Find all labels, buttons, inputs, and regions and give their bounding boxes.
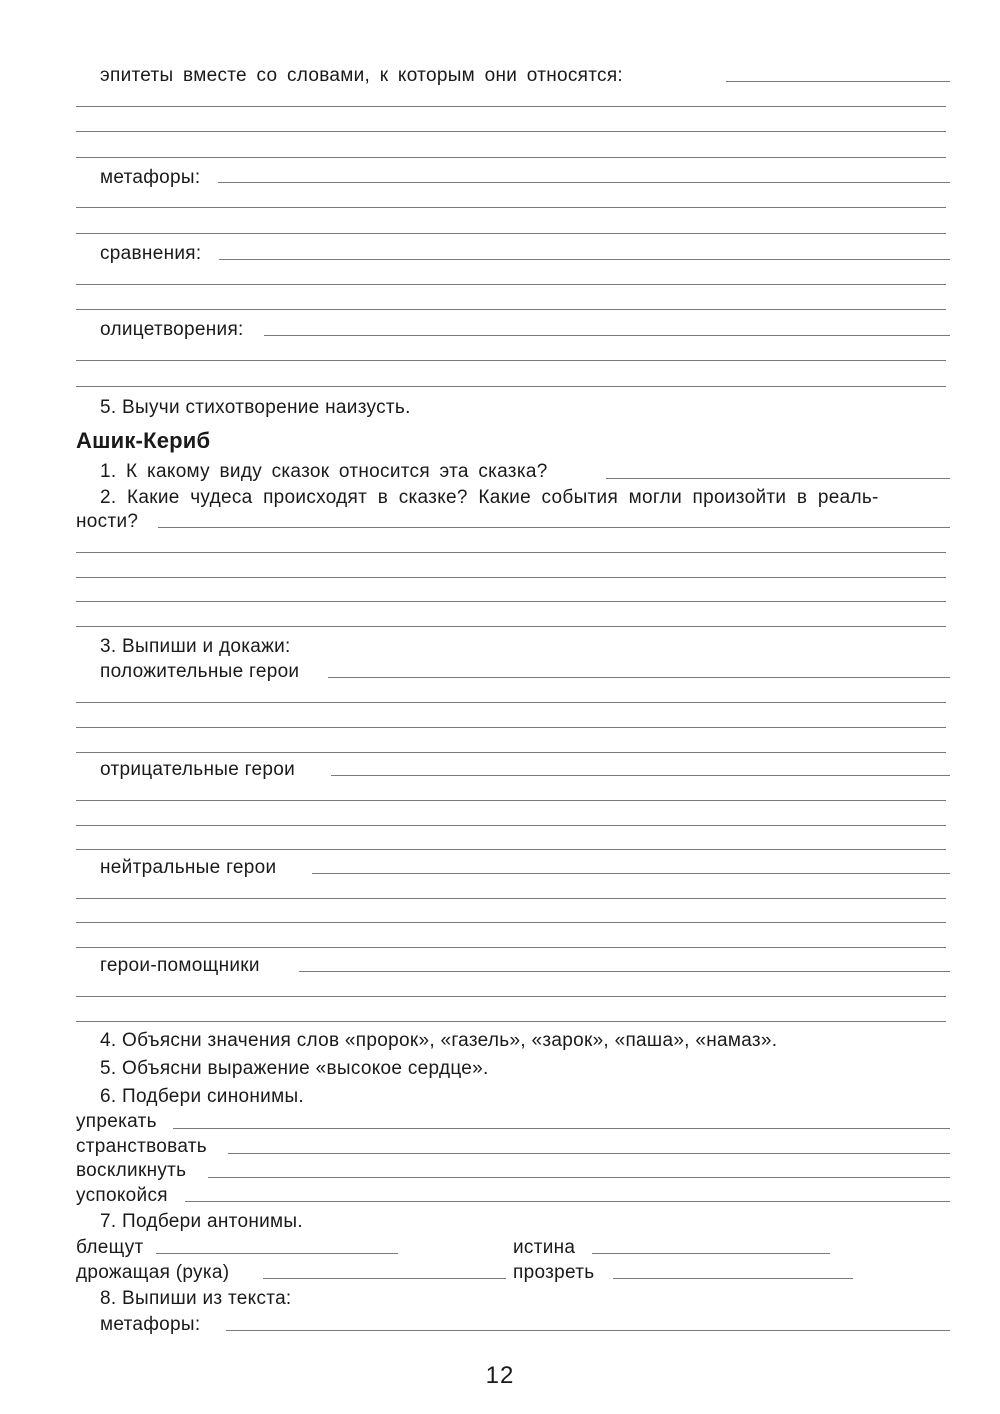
page-number: 12 <box>485 1362 515 1389</box>
answer-line[interactable] <box>228 1153 950 1154</box>
answer-line[interactable] <box>208 1177 950 1178</box>
personifications-label: олицетворения: <box>100 319 244 340</box>
answer-line[interactable] <box>76 752 946 753</box>
answer-line[interactable] <box>219 259 950 260</box>
answer-line[interactable] <box>726 81 950 82</box>
metaphors-label: метафоры: <box>100 167 201 188</box>
question-3: 3. Выпиши и докажи: <box>100 636 291 657</box>
answer-line[interactable] <box>158 527 950 528</box>
answer-line[interactable] <box>76 577 946 578</box>
positive-heroes-label: положительные герои <box>100 661 300 682</box>
synonym-word: странствовать <box>76 1136 208 1157</box>
answer-line[interactable] <box>76 898 946 899</box>
answer-line[interactable] <box>76 922 946 923</box>
answer-line[interactable] <box>299 971 950 972</box>
answer-line[interactable] <box>76 1021 946 1022</box>
antonym-word: блещут <box>76 1237 144 1258</box>
question-8: 8. Выпиши из текста: <box>100 1288 292 1309</box>
answer-line[interactable] <box>328 677 950 678</box>
question-6: 6. Подбери синонимы. <box>100 1086 304 1107</box>
answer-line[interactable] <box>76 157 946 158</box>
answer-line[interactable] <box>218 182 950 183</box>
comparisons-label: сравнения: <box>100 243 202 264</box>
epithets-label: эпитеты вместе со словами, к которым они относятся: <box>100 65 624 86</box>
answer-line[interactable] <box>76 702 946 703</box>
question-1: 1. К какому виду сказок относится эта сказка? <box>100 461 548 482</box>
answer-line[interactable] <box>592 1253 830 1254</box>
answer-line[interactable] <box>156 1253 398 1254</box>
answer-line[interactable] <box>613 1278 853 1279</box>
answer-line[interactable] <box>76 131 946 132</box>
answer-line[interactable] <box>226 1330 950 1331</box>
answer-line[interactable] <box>606 478 950 479</box>
q8-metaphors-label: метафоры: <box>100 1314 201 1335</box>
answer-line[interactable] <box>76 284 946 285</box>
synonym-word: упрекать <box>76 1111 157 1132</box>
question-2-line-1: 2. Какие чудеса происходят в сказке? Какие события могли произойти в реаль- <box>100 487 879 508</box>
answer-line[interactable] <box>76 309 946 310</box>
helper-heroes-label: герои-помощники <box>100 955 260 976</box>
question-4: 4. Объясни значения слов «пророк», «газель», «зарок», «паша», «намаз». <box>100 1030 778 1051</box>
answer-line[interactable] <box>76 106 946 107</box>
answer-line[interactable] <box>76 947 946 948</box>
answer-line[interactable] <box>76 552 946 553</box>
answer-line[interactable] <box>76 601 946 602</box>
neutral-heroes-label: нейтральные герои <box>100 857 277 878</box>
section-title: Ашик-Кериб <box>76 428 211 453</box>
negative-heroes-label: отрицательные герои <box>100 759 295 780</box>
answer-line[interactable] <box>76 386 946 387</box>
synonym-word: воскликнуть <box>76 1160 187 1181</box>
antonym-word: истина <box>513 1237 576 1258</box>
question-5: 5. Объясни выражение «высокое сердце». <box>100 1058 489 1079</box>
question-7: 7. Подбери антонимы. <box>100 1211 303 1232</box>
answer-line[interactable] <box>264 335 950 336</box>
answer-line[interactable] <box>76 233 946 234</box>
answer-line[interactable] <box>76 207 946 208</box>
answer-line[interactable] <box>76 800 946 801</box>
antonym-word: прозреть <box>513 1262 595 1283</box>
answer-line[interactable] <box>76 996 946 997</box>
answer-line[interactable] <box>185 1201 950 1202</box>
synonym-word: успокойся <box>76 1185 168 1206</box>
answer-line[interactable] <box>76 849 946 850</box>
antonym-word: дрожащая (рука) <box>76 1262 230 1283</box>
question-2-line-2: ности? <box>76 511 139 532</box>
answer-line[interactable] <box>76 825 946 826</box>
task-5: 5. Выучи стихотворение наизусть. <box>100 397 411 418</box>
answer-line[interactable] <box>76 360 946 361</box>
answer-line[interactable] <box>263 1278 506 1279</box>
answer-line[interactable] <box>76 626 946 627</box>
answer-line[interactable] <box>331 775 950 776</box>
answer-line[interactable] <box>173 1128 950 1129</box>
answer-line[interactable] <box>312 873 950 874</box>
answer-line[interactable] <box>76 727 946 728</box>
